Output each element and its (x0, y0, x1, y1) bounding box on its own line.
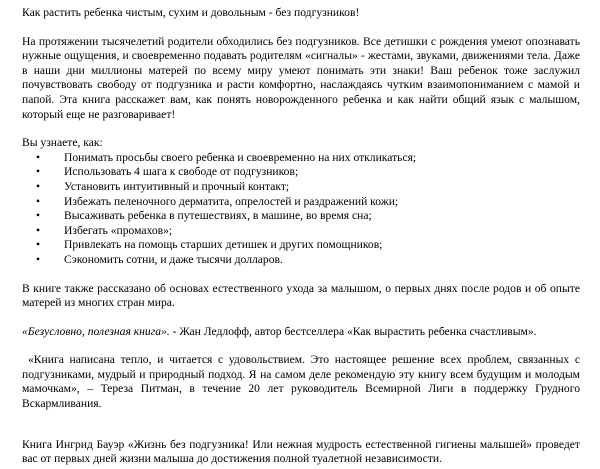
document-page (22, 6, 580, 467)
benefits-list (22, 151, 580, 268)
learn-heading: Вы узнаете, как: (22, 136, 103, 150)
quote-ledloff (22, 325, 580, 340)
bullet-icon: • (36, 209, 41, 223)
quote-ledloff-attribution: - Жан Ледлофф, автор бестселлера «Как вырастить ребенка счастливым». (169, 324, 537, 338)
list-item: • Избежать пеленочного дерматита, опрелостей и раздражений кожи; (36, 194, 399, 208)
list-item: • Высаживать ребенка в путешествиях, в машине, во время сна; (36, 209, 372, 223)
bullet-icon: • (36, 223, 41, 237)
bullet-icon: • (36, 150, 41, 164)
list-item: • Понимать просьбы своего ребенка и своевременно на них откликаться; (36, 150, 417, 164)
document-title: Как растить ребенка чистым, сухим и довольным - без подгузников! (22, 6, 360, 19)
list-item: • Привлекать на помощь старших детишек и других помощников; (36, 238, 383, 252)
closing-paragraph: Книга Ингрид Бауэр «Жизнь без подгузника! Или нежная мудрость естественной гигиены малышей» проведет вас от первых дней жизни малыша до достижения полной туалетной независимости. (22, 437, 580, 466)
list-item: • Сэкономить сотни, и даже тысячи долларов. (36, 252, 283, 266)
list-item: • Использовать 4 шага к свободе от подгузников; (36, 165, 299, 179)
bullet-icon: • (36, 194, 41, 208)
also-paragraph: В книге также рассказано об основах естественного ухода за малышом, о первых днях после родов и об опыте матерей из многих стран мира. (22, 281, 580, 310)
bullet-icon: • (36, 238, 41, 252)
bullet-icon: • (36, 179, 41, 193)
quote-ledloff-text: «Безусловно, полезная книга». (22, 324, 170, 338)
list-item: • Установить интуитивный и прочный контакт; (36, 179, 290, 193)
bullet-icon: • (36, 165, 41, 179)
intro-paragraph: На протяжении тысячелетий родители обходились без подгузников. Все детишки с рождения умеют опознавать нужные ощущения, и своевременно подавать родителям «сигналы» - жестами, звуками, движениями тела. Даже в наши дни миллионы матерей по всему миру умеют понимать эти знаки! Ваш ребенок тоже заслужил почувствовать свободу от подгузника и расти комфортно, наслаждаясь чутким взаимопониманием с мамой и папой. Эта книга расскажет вам, как понять новорожденного ребенка и как найти общий язык с малышом, который еще не разговаривает! (22, 34, 580, 121)
list-item: • Избегать «промахов»; (36, 223, 173, 237)
quote-pitman: «Книга написана тепло, и читается с удовольствием. Это настоящее решение всех проблем, связанных с подгузниками, мудрый и природный подход. Я на самом деле рекомендую эту книгу всем будущим и молодым мамочкам», – Тереза Питман, в течение 20 лет руководитель Всемирной Лиги в поддержку Грудного Вскармливания. (22, 353, 580, 411)
bullet-icon: • (36, 252, 41, 266)
